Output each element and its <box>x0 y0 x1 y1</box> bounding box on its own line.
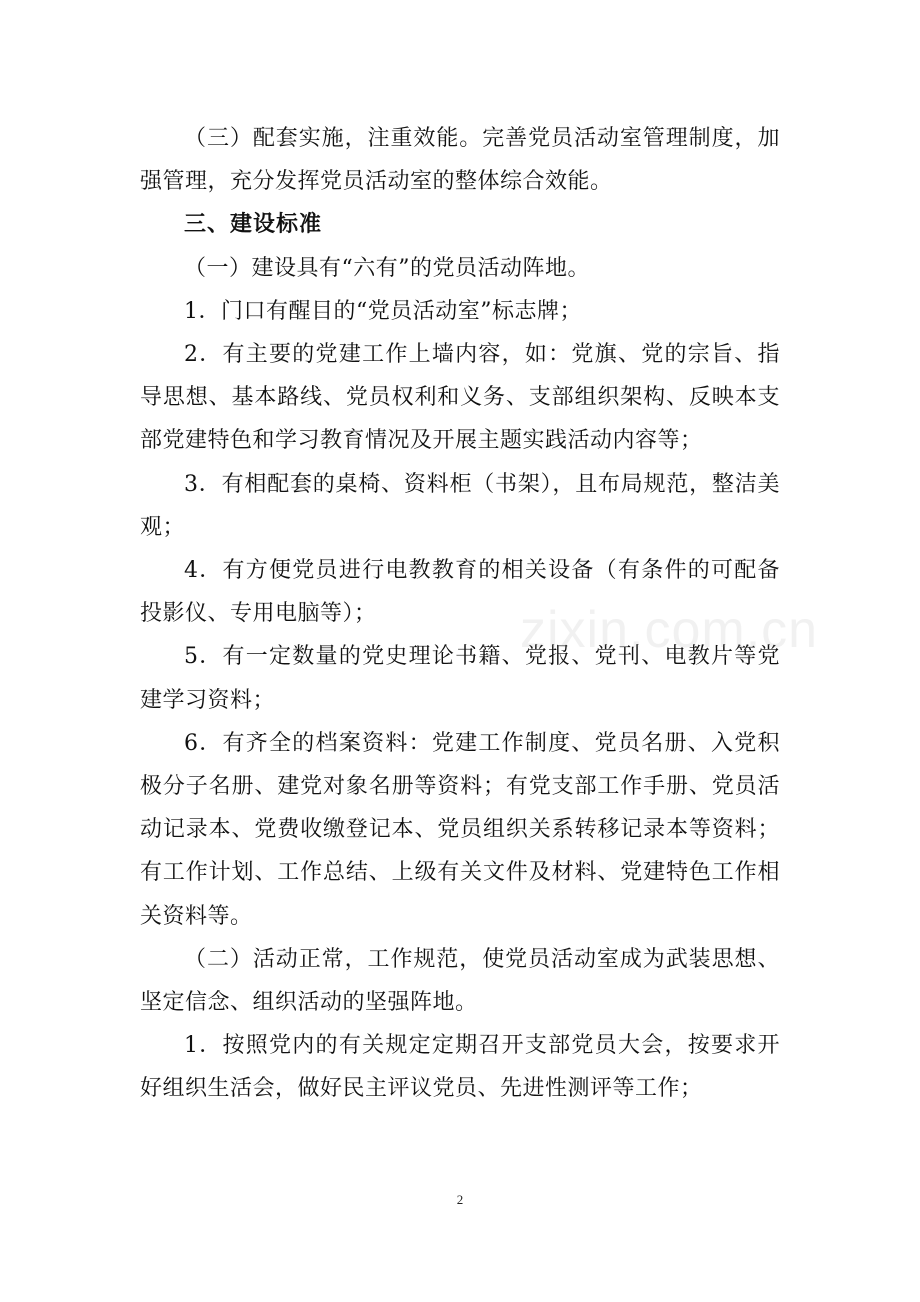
page-number: 2 <box>456 1192 464 1207</box>
section-heading-construction-standards: 三、建设标准 <box>184 212 323 238</box>
list-item-5-study-materials: 5．有一定数量的党史理论书籍、党报、党刊、电教片等党建学习资料； <box>140 644 780 713</box>
paragraph-normal-activities: （二）活动正常，工作规范，使党员活动室成为武装思想、坚定信念、组织活动的坚强阵地。 <box>140 946 780 1016</box>
paragraph-supporting-implementation: （三）配套实施，注重效能。完善党员活动室管理制度，加强管理，充分发挥党员活动室的整体综合效能。 <box>140 126 780 195</box>
list-item-3-furniture: 3．有相配套的桌椅、资料柜（书架），且布局规范，整洁美观； <box>140 471 780 540</box>
list-item-1-meetings: 1．按照党内的有关规定定期召开支部党员大会，按要求开好组织生活会，做好民主评议党员、先进性测评等工作； <box>140 1033 780 1102</box>
list-item-2-wall-content: 2．有主要的党建工作上墙内容，如：党旗、党的宗旨、指导思想、基本路线、党员权利和义务、支部组织架构、反映本支部党建特色和学习教育情况及开展主题实践活动内容等； <box>140 342 780 454</box>
list-item-1-signboard: 1．门口有醒目的“党员活动室”标志牌； <box>184 298 582 324</box>
watermark: zixin.com.cn <box>520 601 819 659</box>
list-item-4-equipment: 4．有方便党员进行电教教育的相关设备（有条件的可配备投影仪、专用电脑等）； <box>140 558 780 627</box>
list-item-6-archives: 6．有齐全的档案资料：党建工作制度、党员名册、入党积极分子名册、建党对象名册等资料；有党支部工作手册、党员活动记录本、党费收缴登记本、党员组织关系转移记录本等资料；有工作计划、工作总结、上级有关文件及材料、党建特色工作相关资料等。 <box>140 730 780 929</box>
paragraph-six-haves: （一）建设具有“六有”的党员活动阵地。 <box>184 255 590 281</box>
